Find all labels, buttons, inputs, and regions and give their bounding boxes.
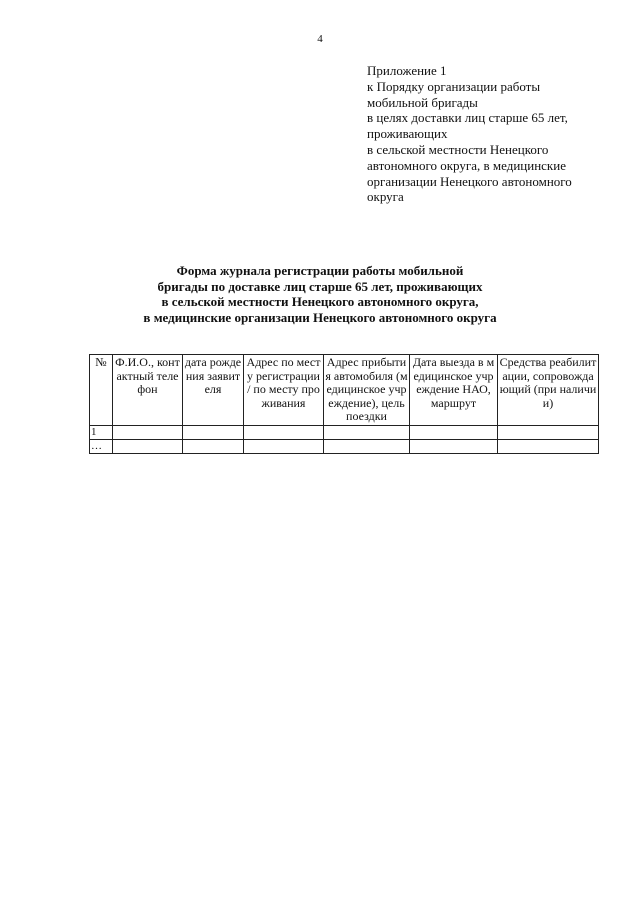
- table-cell: [244, 425, 324, 439]
- table-cell: [244, 439, 324, 453]
- table-cell: [113, 439, 183, 453]
- header-fio-phone: Ф.И.О., контактный телефон: [113, 355, 183, 426]
- header-number: №: [90, 355, 113, 426]
- appendix-line: проживающих: [367, 126, 448, 142]
- form-title: [0, 263, 640, 325]
- table-row: [90, 439, 599, 453]
- appendix-line: Приложение 1: [367, 63, 447, 78]
- header-departure-date: Дата выезда в медицинское учреждение НАО, маршрут: [410, 355, 498, 426]
- form-title-line: Форма журнала регистрации работы мобильной: [176, 263, 464, 278]
- table-cell: [183, 425, 244, 439]
- appendix-line: к Порядку организации работы: [367, 78, 541, 94]
- appendix-line: организации Ненецкого автономного: [367, 173, 572, 189]
- page-number: 4: [317, 33, 323, 45]
- table-row: [90, 425, 599, 439]
- table-header-row: [90, 355, 599, 426]
- header-registration-address: Адрес по месту регистрации / по месту проживания: [244, 355, 324, 426]
- table-cell: [410, 425, 498, 439]
- table-cell: 1: [90, 425, 113, 439]
- form-title-line: бригады по доставке лиц старше 65 лет, проживающих: [157, 278, 483, 294]
- header-arrival-address: Адрес прибытия автомобиля (медицинское учреждение), цель поездки: [324, 355, 410, 426]
- appendix-line: автономного округа, в медицинские: [367, 157, 566, 173]
- appendix-line: мобильной бригады: [367, 94, 478, 110]
- table-cell: [324, 425, 410, 439]
- form-title-line: в медицинские организации Ненецкого автономного округа: [143, 309, 497, 325]
- journal-table: [89, 354, 599, 454]
- form-title-line: в сельской местности Ненецкого автономного округа,: [161, 294, 479, 309]
- table-cell: [183, 439, 244, 453]
- header-birth-date: дата рождения заявителя: [183, 355, 244, 426]
- table-cell: [410, 439, 498, 453]
- table-cell: [498, 439, 599, 453]
- table-cell: [113, 425, 183, 439]
- appendix-line: округа: [367, 189, 404, 205]
- header-rehab-means: Средства реабилитации, сопровождающий (при наличии): [498, 355, 599, 426]
- table-cell: …: [90, 439, 113, 453]
- appendix-block: [367, 63, 632, 205]
- appendix-line: в целях доставки лиц старше 65 лет,: [367, 110, 568, 126]
- appendix-line: в сельской местности Ненецкого: [367, 141, 549, 157]
- table-cell: [324, 439, 410, 453]
- table-cell: [498, 425, 599, 439]
